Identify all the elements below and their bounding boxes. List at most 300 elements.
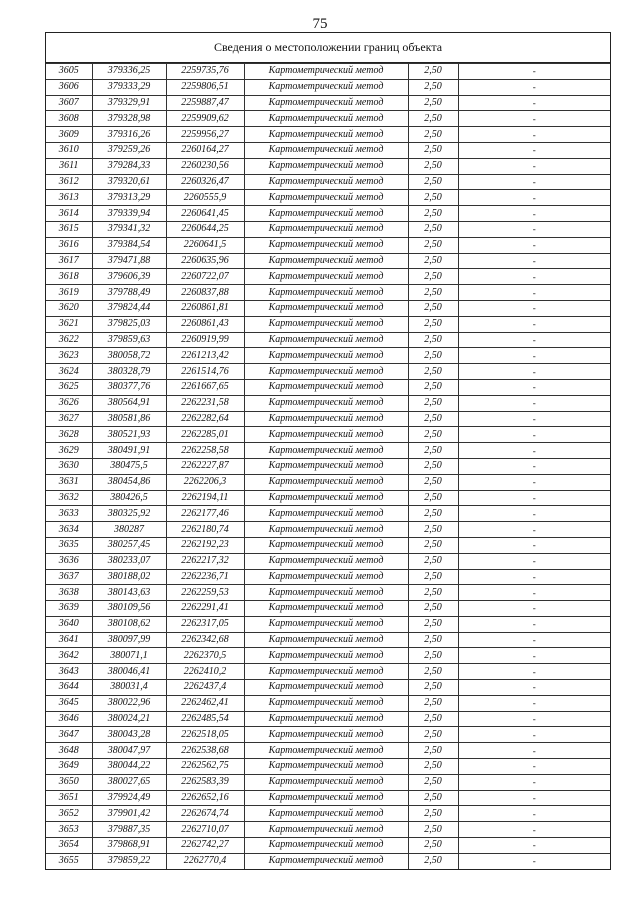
point-number-cell: 3616	[46, 237, 92, 253]
point-number-cell: 3654	[46, 838, 92, 854]
description-cell: -	[458, 237, 610, 253]
method-cell: Картометрический метод	[244, 458, 408, 474]
method-cell: Картометрический метод	[244, 522, 408, 538]
method-cell: Картометрический метод	[244, 838, 408, 854]
description-cell: -	[458, 743, 610, 759]
x-coordinate-cell: 380043,28	[92, 727, 166, 743]
x-coordinate-cell: 379328,98	[92, 111, 166, 127]
table-row	[46, 142, 610, 158]
accuracy-cell: 2,50	[408, 379, 458, 395]
accuracy-cell: 2,50	[408, 411, 458, 427]
x-coordinate-cell: 380044,22	[92, 759, 166, 775]
description-cell: -	[458, 490, 610, 506]
table-row	[46, 822, 610, 838]
table-row	[46, 221, 610, 237]
description-cell: -	[458, 695, 610, 711]
x-coordinate-cell: 380047,97	[92, 743, 166, 759]
table-row	[46, 759, 610, 775]
description-cell: -	[458, 142, 610, 158]
description-cell: -	[458, 537, 610, 553]
description-cell: -	[458, 64, 610, 80]
method-cell: Картометрический метод	[244, 490, 408, 506]
method-cell: Картометрический метод	[244, 806, 408, 822]
x-coordinate-cell: 380031,4	[92, 680, 166, 696]
description-cell: -	[458, 474, 610, 490]
method-cell: Картометрический метод	[244, 711, 408, 727]
description-cell: -	[458, 206, 610, 222]
method-cell: Картометрический метод	[244, 174, 408, 190]
x-coordinate-cell: 380071,1	[92, 648, 166, 664]
y-coordinate-cell: 2260837,88	[166, 285, 244, 301]
table-row	[46, 680, 610, 696]
description-cell: -	[458, 664, 610, 680]
table-row	[46, 474, 610, 490]
y-coordinate-cell: 2260861,43	[166, 316, 244, 332]
x-coordinate-cell: 379887,35	[92, 822, 166, 838]
description-cell: -	[458, 348, 610, 364]
point-number-cell: 3605	[46, 64, 92, 80]
point-number-cell: 3646	[46, 711, 92, 727]
point-number-cell: 3637	[46, 569, 92, 585]
description-cell: -	[458, 585, 610, 601]
y-coordinate-cell: 2262206,3	[166, 474, 244, 490]
x-coordinate-cell: 380108,62	[92, 616, 166, 632]
y-coordinate-cell: 2262370,5	[166, 648, 244, 664]
y-coordinate-cell: 2262236,71	[166, 569, 244, 585]
point-number-cell: 3639	[46, 601, 92, 617]
table-row	[46, 774, 610, 790]
table-header-title: Сведения о местоположении границ объекта	[46, 33, 610, 63]
method-cell: Картометрический метод	[244, 822, 408, 838]
x-coordinate-cell: 380058,72	[92, 348, 166, 364]
accuracy-cell: 2,50	[408, 838, 458, 854]
method-cell: Картометрический метод	[244, 206, 408, 222]
y-coordinate-cell: 2262259,53	[166, 585, 244, 601]
x-coordinate-cell: 380143,63	[92, 585, 166, 601]
x-coordinate-cell: 379329,91	[92, 95, 166, 111]
method-cell: Картометрический метод	[244, 142, 408, 158]
point-number-cell: 3606	[46, 79, 92, 95]
x-coordinate-cell: 379859,63	[92, 332, 166, 348]
point-number-cell: 3624	[46, 364, 92, 380]
method-cell: Картометрический метод	[244, 395, 408, 411]
table-row	[46, 127, 610, 143]
description-cell: -	[458, 300, 610, 316]
y-coordinate-cell: 2259887,47	[166, 95, 244, 111]
description-cell: -	[458, 158, 610, 174]
description-cell: -	[458, 680, 610, 696]
accuracy-cell: 2,50	[408, 537, 458, 553]
accuracy-cell: 2,50	[408, 727, 458, 743]
table-row	[46, 79, 610, 95]
table-row	[46, 411, 610, 427]
table-row	[46, 506, 610, 522]
accuracy-cell: 2,50	[408, 300, 458, 316]
method-cell: Картометрический метод	[244, 190, 408, 206]
description-cell: -	[458, 427, 610, 443]
point-number-cell: 3620	[46, 300, 92, 316]
point-number-cell: 3612	[46, 174, 92, 190]
x-coordinate-cell: 379868,91	[92, 838, 166, 854]
table-row	[46, 237, 610, 253]
y-coordinate-cell: 2261213,42	[166, 348, 244, 364]
method-cell: Картометрический метод	[244, 379, 408, 395]
x-coordinate-cell: 379333,29	[92, 79, 166, 95]
point-number-cell: 3633	[46, 506, 92, 522]
point-number-cell: 3655	[46, 853, 92, 868]
y-coordinate-cell: 2262342,68	[166, 632, 244, 648]
point-number-cell: 3630	[46, 458, 92, 474]
point-number-cell: 3651	[46, 790, 92, 806]
accuracy-cell: 2,50	[408, 79, 458, 95]
x-coordinate-cell: 379824,44	[92, 300, 166, 316]
y-coordinate-cell: 2262410,2	[166, 664, 244, 680]
x-coordinate-cell: 380328,79	[92, 364, 166, 380]
method-cell: Картометрический метод	[244, 585, 408, 601]
x-coordinate-cell: 380233,07	[92, 553, 166, 569]
y-coordinate-cell: 2262285,01	[166, 427, 244, 443]
table-row	[46, 64, 610, 80]
method-cell: Картометрический метод	[244, 790, 408, 806]
description-cell: -	[458, 127, 610, 143]
y-coordinate-cell: 2262770,4	[166, 853, 244, 868]
method-cell: Картометрический метод	[244, 427, 408, 443]
table-row	[46, 853, 610, 868]
y-coordinate-cell: 2262258,58	[166, 443, 244, 459]
table-row	[46, 711, 610, 727]
method-cell: Картометрический метод	[244, 695, 408, 711]
x-coordinate-cell: 379825,03	[92, 316, 166, 332]
point-number-cell: 3609	[46, 127, 92, 143]
x-coordinate-cell: 379606,39	[92, 269, 166, 285]
accuracy-cell: 2,50	[408, 522, 458, 538]
description-cell: -	[458, 95, 610, 111]
point-number-cell: 3645	[46, 695, 92, 711]
method-cell: Картометрический метод	[244, 759, 408, 775]
method-cell: Картометрический метод	[244, 253, 408, 269]
y-coordinate-cell: 2261514,76	[166, 364, 244, 380]
y-coordinate-cell: 2259956,27	[166, 127, 244, 143]
point-number-cell: 3648	[46, 743, 92, 759]
accuracy-cell: 2,50	[408, 190, 458, 206]
description-cell: -	[458, 79, 610, 95]
method-cell: Картометрический метод	[244, 601, 408, 617]
accuracy-cell: 2,50	[408, 427, 458, 443]
x-coordinate-cell: 380325,92	[92, 506, 166, 522]
y-coordinate-cell: 2262462,41	[166, 695, 244, 711]
table-row	[46, 695, 610, 711]
page-number: 75	[312, 16, 328, 32]
y-coordinate-cell: 2259909,62	[166, 111, 244, 127]
y-coordinate-cell: 2262217,32	[166, 553, 244, 569]
description-cell: -	[458, 553, 610, 569]
description-cell: -	[458, 822, 610, 838]
method-cell: Картометрический метод	[244, 300, 408, 316]
table-row	[46, 174, 610, 190]
table-row	[46, 537, 610, 553]
accuracy-cell: 2,50	[408, 553, 458, 569]
y-coordinate-cell: 2262742,27	[166, 838, 244, 854]
method-cell: Картометрический метод	[244, 79, 408, 95]
y-coordinate-cell: 2260641,45	[166, 206, 244, 222]
y-coordinate-cell: 2262231,58	[166, 395, 244, 411]
x-coordinate-cell: 380491,91	[92, 443, 166, 459]
accuracy-cell: 2,50	[408, 759, 458, 775]
table-row	[46, 95, 610, 111]
accuracy-cell: 2,50	[408, 648, 458, 664]
description-cell: -	[458, 790, 610, 806]
coordinates-table	[46, 63, 610, 869]
accuracy-cell: 2,50	[408, 237, 458, 253]
accuracy-cell: 2,50	[408, 95, 458, 111]
description-cell: -	[458, 190, 610, 206]
y-coordinate-cell: 2262538,68	[166, 743, 244, 759]
x-coordinate-cell: 379384,54	[92, 237, 166, 253]
table-row	[46, 616, 610, 632]
x-coordinate-cell: 380046,41	[92, 664, 166, 680]
y-coordinate-cell: 2262437,4	[166, 680, 244, 696]
description-cell: -	[458, 774, 610, 790]
y-coordinate-cell: 2262562,75	[166, 759, 244, 775]
point-number-cell: 3615	[46, 221, 92, 237]
table-row	[46, 190, 610, 206]
y-coordinate-cell: 2262227,87	[166, 458, 244, 474]
method-cell: Картометрический метод	[244, 332, 408, 348]
description-cell: -	[458, 395, 610, 411]
point-number-cell: 3625	[46, 379, 92, 395]
accuracy-cell: 2,50	[408, 174, 458, 190]
accuracy-cell: 2,50	[408, 664, 458, 680]
accuracy-cell: 2,50	[408, 774, 458, 790]
table-row	[46, 111, 610, 127]
y-coordinate-cell: 2262317,05	[166, 616, 244, 632]
coordinates-table-body	[46, 64, 610, 869]
boundary-table-sheet	[45, 32, 611, 870]
accuracy-cell: 2,50	[408, 853, 458, 868]
accuracy-cell: 2,50	[408, 206, 458, 222]
x-coordinate-cell: 380257,45	[92, 537, 166, 553]
method-cell: Картометрический метод	[244, 269, 408, 285]
table-row	[46, 790, 610, 806]
accuracy-cell: 2,50	[408, 253, 458, 269]
x-coordinate-cell: 379313,29	[92, 190, 166, 206]
description-cell: -	[458, 648, 610, 664]
x-coordinate-cell: 379859,22	[92, 853, 166, 868]
point-number-cell: 3628	[46, 427, 92, 443]
method-cell: Картометрический метод	[244, 853, 408, 868]
description-cell: -	[458, 711, 610, 727]
method-cell: Картометрический метод	[244, 411, 408, 427]
point-number-cell: 3626	[46, 395, 92, 411]
y-coordinate-cell: 2261667,65	[166, 379, 244, 395]
table-row	[46, 379, 610, 395]
point-number-cell: 3653	[46, 822, 92, 838]
method-cell: Картометрический метод	[244, 727, 408, 743]
description-cell: -	[458, 616, 610, 632]
point-number-cell: 3613	[46, 190, 92, 206]
method-cell: Картометрический метод	[244, 474, 408, 490]
description-cell: -	[458, 316, 610, 332]
accuracy-cell: 2,50	[408, 601, 458, 617]
x-coordinate-cell: 380581,86	[92, 411, 166, 427]
point-number-cell: 3610	[46, 142, 92, 158]
accuracy-cell: 2,50	[408, 269, 458, 285]
table-row	[46, 553, 610, 569]
x-coordinate-cell: 380188,02	[92, 569, 166, 585]
accuracy-cell: 2,50	[408, 585, 458, 601]
point-number-cell: 3632	[46, 490, 92, 506]
table-row	[46, 285, 610, 301]
point-number-cell: 3635	[46, 537, 92, 553]
point-number-cell: 3618	[46, 269, 92, 285]
table-row	[46, 348, 610, 364]
description-cell: -	[458, 759, 610, 775]
point-number-cell: 3621	[46, 316, 92, 332]
method-cell: Картометрический метод	[244, 158, 408, 174]
method-cell: Картометрический метод	[244, 648, 408, 664]
method-cell: Картометрический метод	[244, 111, 408, 127]
y-coordinate-cell: 2260641,5	[166, 237, 244, 253]
accuracy-cell: 2,50	[408, 111, 458, 127]
accuracy-cell: 2,50	[408, 474, 458, 490]
table-row	[46, 838, 610, 854]
description-cell: -	[458, 506, 610, 522]
y-coordinate-cell: 2259735,76	[166, 64, 244, 80]
y-coordinate-cell: 2262518,05	[166, 727, 244, 743]
description-cell: -	[458, 411, 610, 427]
x-coordinate-cell: 380097,99	[92, 632, 166, 648]
description-cell: -	[458, 111, 610, 127]
method-cell: Картометрический метод	[244, 632, 408, 648]
point-number-cell: 3650	[46, 774, 92, 790]
y-coordinate-cell: 2262282,64	[166, 411, 244, 427]
y-coordinate-cell: 2260644,25	[166, 221, 244, 237]
point-number-cell: 3614	[46, 206, 92, 222]
accuracy-cell: 2,50	[408, 221, 458, 237]
point-number-cell: 3631	[46, 474, 92, 490]
description-cell: -	[458, 379, 610, 395]
x-coordinate-cell: 379320,61	[92, 174, 166, 190]
table-row	[46, 585, 610, 601]
method-cell: Картометрический метод	[244, 664, 408, 680]
description-cell: -	[458, 853, 610, 868]
accuracy-cell: 2,50	[408, 332, 458, 348]
table-row	[46, 206, 610, 222]
table-row	[46, 253, 610, 269]
x-coordinate-cell: 379316,26	[92, 127, 166, 143]
point-number-cell: 3627	[46, 411, 92, 427]
x-coordinate-cell: 379901,42	[92, 806, 166, 822]
table-row	[46, 632, 610, 648]
x-coordinate-cell: 380475,5	[92, 458, 166, 474]
x-coordinate-cell: 380564,91	[92, 395, 166, 411]
y-coordinate-cell: 2260326,47	[166, 174, 244, 190]
point-number-cell: 3619	[46, 285, 92, 301]
point-number-cell: 3649	[46, 759, 92, 775]
description-cell: -	[458, 253, 610, 269]
table-row	[46, 158, 610, 174]
accuracy-cell: 2,50	[408, 490, 458, 506]
point-number-cell: 3636	[46, 553, 92, 569]
accuracy-cell: 2,50	[408, 680, 458, 696]
table-row	[46, 727, 610, 743]
point-number-cell: 3622	[46, 332, 92, 348]
point-number-cell: 3623	[46, 348, 92, 364]
description-cell: -	[458, 364, 610, 380]
x-coordinate-cell: 380022,96	[92, 695, 166, 711]
x-coordinate-cell: 379284,33	[92, 158, 166, 174]
method-cell: Картометрический метод	[244, 569, 408, 585]
table-row	[46, 269, 610, 285]
description-cell: -	[458, 458, 610, 474]
accuracy-cell: 2,50	[408, 443, 458, 459]
x-coordinate-cell: 380287	[92, 522, 166, 538]
method-cell: Картометрический метод	[244, 506, 408, 522]
table-row	[46, 300, 610, 316]
accuracy-cell: 2,50	[408, 285, 458, 301]
table-row	[46, 569, 610, 585]
point-number-cell: 3652	[46, 806, 92, 822]
method-cell: Картометрический метод	[244, 743, 408, 759]
y-coordinate-cell: 2260919,99	[166, 332, 244, 348]
y-coordinate-cell: 2262583,39	[166, 774, 244, 790]
accuracy-cell: 2,50	[408, 316, 458, 332]
accuracy-cell: 2,50	[408, 458, 458, 474]
y-coordinate-cell: 2262710,07	[166, 822, 244, 838]
accuracy-cell: 2,50	[408, 790, 458, 806]
description-cell: -	[458, 569, 610, 585]
x-coordinate-cell: 379788,49	[92, 285, 166, 301]
description-cell: -	[458, 806, 610, 822]
y-coordinate-cell: 2262674,74	[166, 806, 244, 822]
point-number-cell: 3634	[46, 522, 92, 538]
description-cell: -	[458, 174, 610, 190]
table-row	[46, 332, 610, 348]
method-cell: Картометрический метод	[244, 553, 408, 569]
point-number-cell: 3642	[46, 648, 92, 664]
x-coordinate-cell: 380426,5	[92, 490, 166, 506]
x-coordinate-cell: 379924,49	[92, 790, 166, 806]
description-cell: -	[458, 838, 610, 854]
x-coordinate-cell: 379339,94	[92, 206, 166, 222]
accuracy-cell: 2,50	[408, 158, 458, 174]
accuracy-cell: 2,50	[408, 632, 458, 648]
method-cell: Картометрический метод	[244, 127, 408, 143]
accuracy-cell: 2,50	[408, 822, 458, 838]
point-number-cell: 3643	[46, 664, 92, 680]
point-number-cell: 3640	[46, 616, 92, 632]
table-row	[46, 490, 610, 506]
table-row	[46, 458, 610, 474]
y-coordinate-cell: 2262485,54	[166, 711, 244, 727]
method-cell: Картометрический метод	[244, 348, 408, 364]
x-coordinate-cell: 380109,56	[92, 601, 166, 617]
description-cell: -	[458, 221, 610, 237]
x-coordinate-cell: 379471,88	[92, 253, 166, 269]
method-cell: Картометрический метод	[244, 95, 408, 111]
accuracy-cell: 2,50	[408, 364, 458, 380]
accuracy-cell: 2,50	[408, 711, 458, 727]
point-number-cell: 3638	[46, 585, 92, 601]
accuracy-cell: 2,50	[408, 127, 458, 143]
method-cell: Картометрический метод	[244, 680, 408, 696]
description-cell: -	[458, 522, 610, 538]
accuracy-cell: 2,50	[408, 64, 458, 80]
y-coordinate-cell: 2262180,74	[166, 522, 244, 538]
y-coordinate-cell: 2262194,11	[166, 490, 244, 506]
description-cell: -	[458, 632, 610, 648]
accuracy-cell: 2,50	[408, 506, 458, 522]
